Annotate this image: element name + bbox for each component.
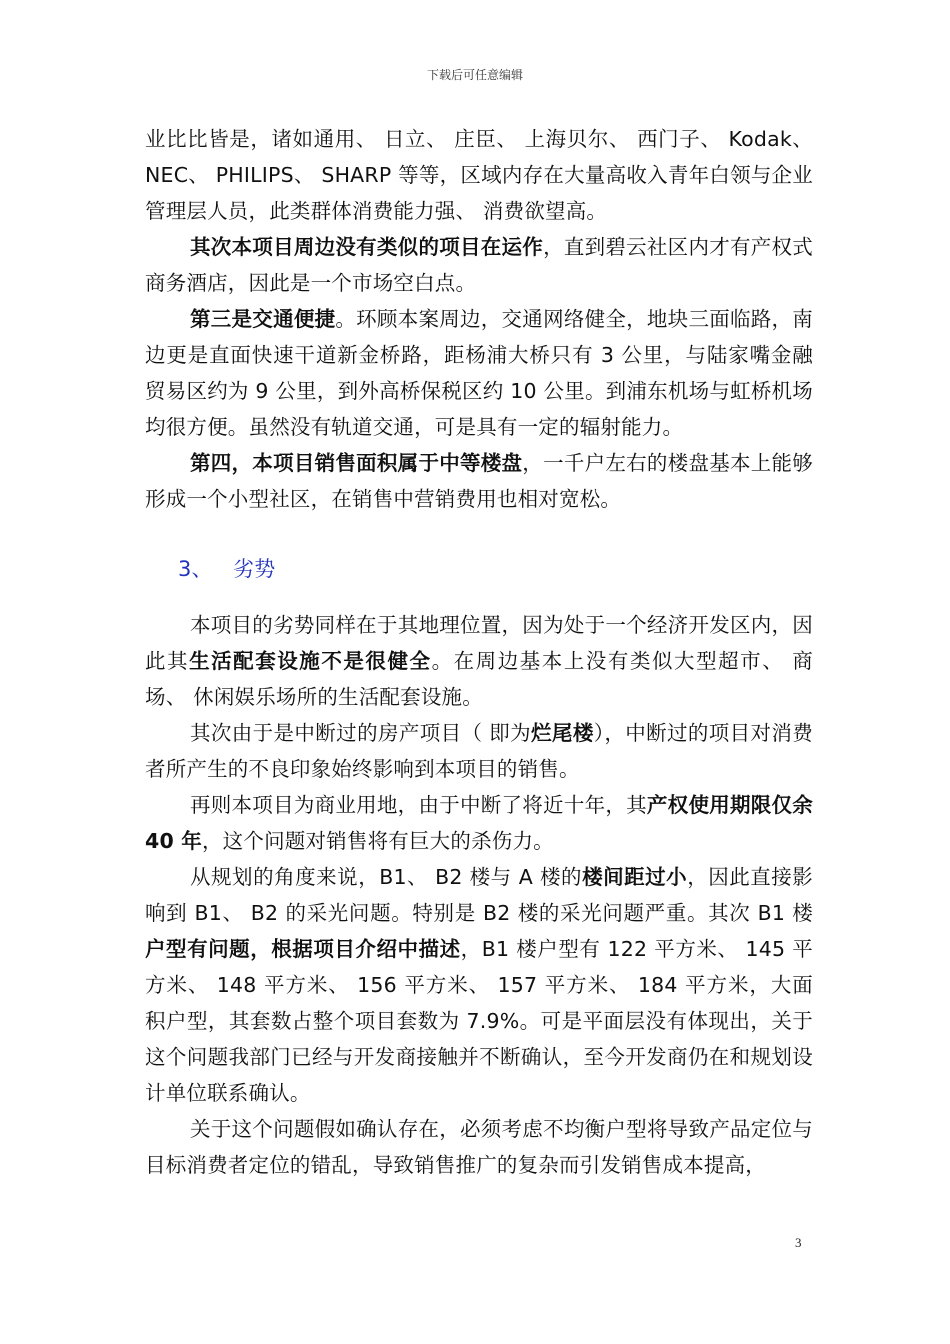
- paragraph-8-emphasis-1: 楼间距过小: [582, 865, 688, 889]
- paragraph-2: [145, 229, 813, 301]
- paragraph-2-emphasis: 其次本项目周边没有类似的项目在运作: [190, 235, 544, 259]
- paragraph-5-text-a: 本项目的劣势同样在于其地理位置，因为处于一个经济开发区内，因此其: [145, 613, 813, 673]
- paragraph-6-text-b: ），中断过的项目对消费者所产生的不良印象始终影响到本项目的销售。: [145, 721, 813, 781]
- paragraph-4-emphasis: 第四，本项目销售面积属于中等楼盘: [190, 451, 523, 475]
- paragraph-8-text-a: 从规划的角度来说，B1、 B2 楼与 A 楼的: [190, 865, 583, 889]
- paragraph-1: 业比比皆是，诸如通用、 日立、 庄臣、 上海贝尔、 西门子、 Kodak、 NEC、 PHILIPS、 SHARP 等等，区域内存在大量高收入青年白领与企业管理层人员，此类群体消费能力强、 消费欲望高。: [145, 127, 813, 223]
- section-title: 劣势: [233, 557, 276, 581]
- paragraph-7-emphasis: 产权使用期限仅余 40 年: [145, 793, 813, 853]
- paragraph-8-text-c: ，B1 楼户型有 122 平方米、 145 平方米、 148 平方米、 156 平方米、 157 平方米、 184 平方米，大面积户型，其套数占整个项目套数为 7.9%。可是平面层没有体现出，关于这个问题我部门已经与开发商接触并不断确认，至今开发商仍在和规划设计单位联系确认。: [145, 937, 814, 1105]
- paragraph-8-emphasis-2: 户型有问题，根据项目介绍中描述: [145, 937, 461, 961]
- page-header: 下载后可任意编辑: [426, 68, 523, 82]
- paragraph-8: [145, 859, 813, 1111]
- document-body: [145, 121, 813, 1183]
- paragraph-6: [145, 715, 813, 787]
- paragraph-4-text: ，一千户左右的楼盘基本上能够形成一个小型社区，在销售中营销费用也相对宽松。: [145, 451, 813, 511]
- paragraph-3: [145, 301, 813, 445]
- paragraph-7-text-a: 再则本项目为商业用地，由于中断了将近十年，其: [190, 793, 647, 817]
- paragraph-3-text: 。环顾本案周边，交通网络健全，地块三面临路，南边更是直面快速干道新金桥路，距杨浦大桥只有 3 公里，与陆家嘴金融贸易区约为 9 公里，到外高桥保税区约 10 公里。到浦东机场与虹桥机场均很方便。虽然没有轨道交通，可是具有一定的辐射能力。: [145, 307, 813, 439]
- paragraph-7: [145, 787, 813, 859]
- paragraph-4: [145, 445, 813, 517]
- section-number: 3、: [178, 557, 213, 581]
- paragraph-8-text-b: ，因此直接影响到 B1、 B2 的采光问题。特别是 B2 楼的采光问题严重。其次 B1 楼: [145, 865, 814, 925]
- paragraph-6-emphasis: 烂尾楼: [531, 721, 594, 745]
- paragraph-3-emphasis: 第三是交通便捷: [190, 307, 336, 331]
- paragraph-6-text-a: 其次由于是中断过的房产项目（ 即为: [190, 721, 532, 745]
- paragraph-5-text-b: 。在周边基本上没有类似大型超市、 商场、 休闲娱乐场所的生活配套设施。: [145, 649, 813, 709]
- paragraph-9: 关于这个问题假如确认存在，必须考虑不均衡户型将导致产品定位与目标消费者定位的错乱，导致销售推广的复杂而引发销售成本提高，: [145, 1117, 813, 1177]
- section-heading: [145, 551, 813, 587]
- page-number: 3: [795, 1235, 802, 1250]
- paragraph-5: [145, 607, 813, 715]
- paragraph-2-text: ，直到碧云社区内才有产权式商务酒店，因此是一个市场空白点。: [145, 235, 813, 295]
- paragraph-5-emphasis: 生活配套设施不是很健全: [189, 649, 432, 673]
- paragraph-7-text-b: ，这个问题对销售将有巨大的杀伤力。: [201, 829, 554, 853]
